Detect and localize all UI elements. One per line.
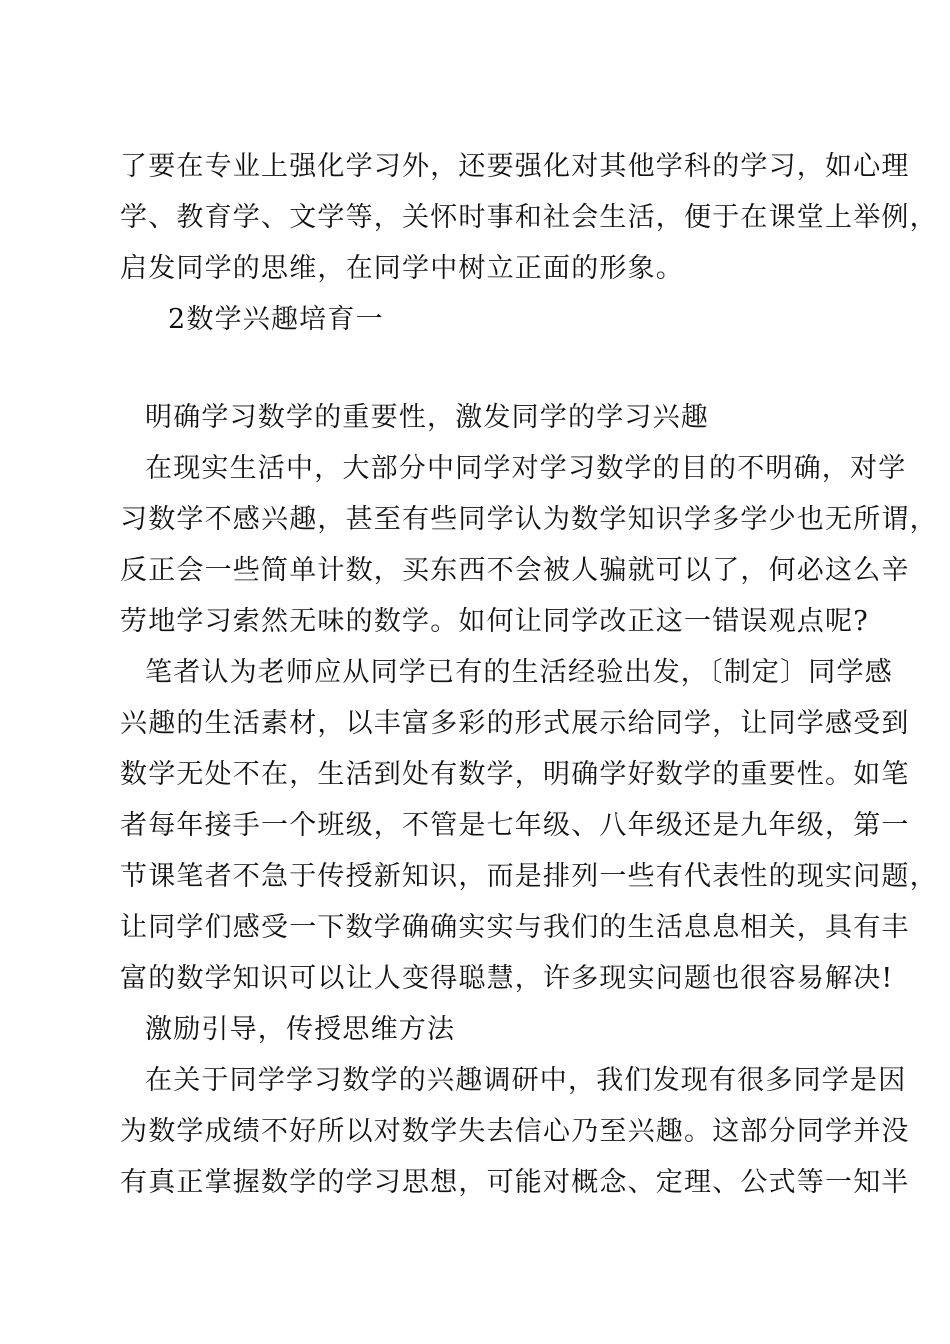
text-line: 者每年接手一个班级，不管是七年级、八年级还是九年级，第一: [120, 810, 910, 841]
text-line: 节课笔者不急于传授新知识，而是排列一些有代表性的现实问题，: [120, 861, 938, 892]
text-line: 启发同学的思维，在同学中树立正面的形象。: [120, 253, 684, 284]
text-line: 数学无处不在，生活到处有数学，明确学好数学的重要性。如笔: [120, 759, 910, 790]
text-line: 劳地学习索然无味的数学。如何让同学改正这一错误观点呢?: [120, 606, 869, 637]
text-line: 为数学成绩不好所以对数学失去信心乃至兴趣。这部分同学并没: [120, 1116, 910, 1147]
text-line: 在现实生活中，大部分中同学对学习数学的目的不明确，对学: [145, 453, 907, 484]
text-line: 在关于同学学习数学的兴趣调研中，我们发现有很多同学是因: [145, 1065, 907, 1096]
text-line: 笔者认为老师应从同学已有的生活经验出发，〔制定〕同学感: [145, 657, 893, 688]
text-line: 反正会一些简单计数，买东西不会被人骗就可以了，何必这么辛: [120, 555, 910, 586]
text-line: 习数学不感兴趣，甚至有些同学认为数学知识学多学少也无所谓，: [120, 504, 938, 535]
text-line: 有真正掌握数学的学习思想，可能对概念、定理、公式等一知半: [120, 1167, 910, 1198]
text-line: 富的数学知识可以让人变得聪慧，许多现实问题也很容易解决!: [120, 963, 894, 994]
text-line: 兴趣的生活素材，以丰富多彩的形式展示给同学，让同学感受到: [120, 708, 910, 739]
subheading: 明确学习数学的重要性，激发同学的学习兴趣: [145, 402, 709, 433]
section-heading: 2数学兴趣培育一: [168, 304, 384, 335]
text-line: 了要在专业上强化学习外，还要强化对其他学科的学习，如心理: [120, 151, 910, 182]
text-line: 学、教育学、文学等，关怀时事和社会生活，便于在课堂上举例，: [120, 202, 938, 233]
text-line: 让同学们感受一下数学确确实实与我们的生活息息相关，具有丰: [120, 912, 910, 943]
subheading: 激励引导，传授思维方法: [145, 1014, 456, 1045]
